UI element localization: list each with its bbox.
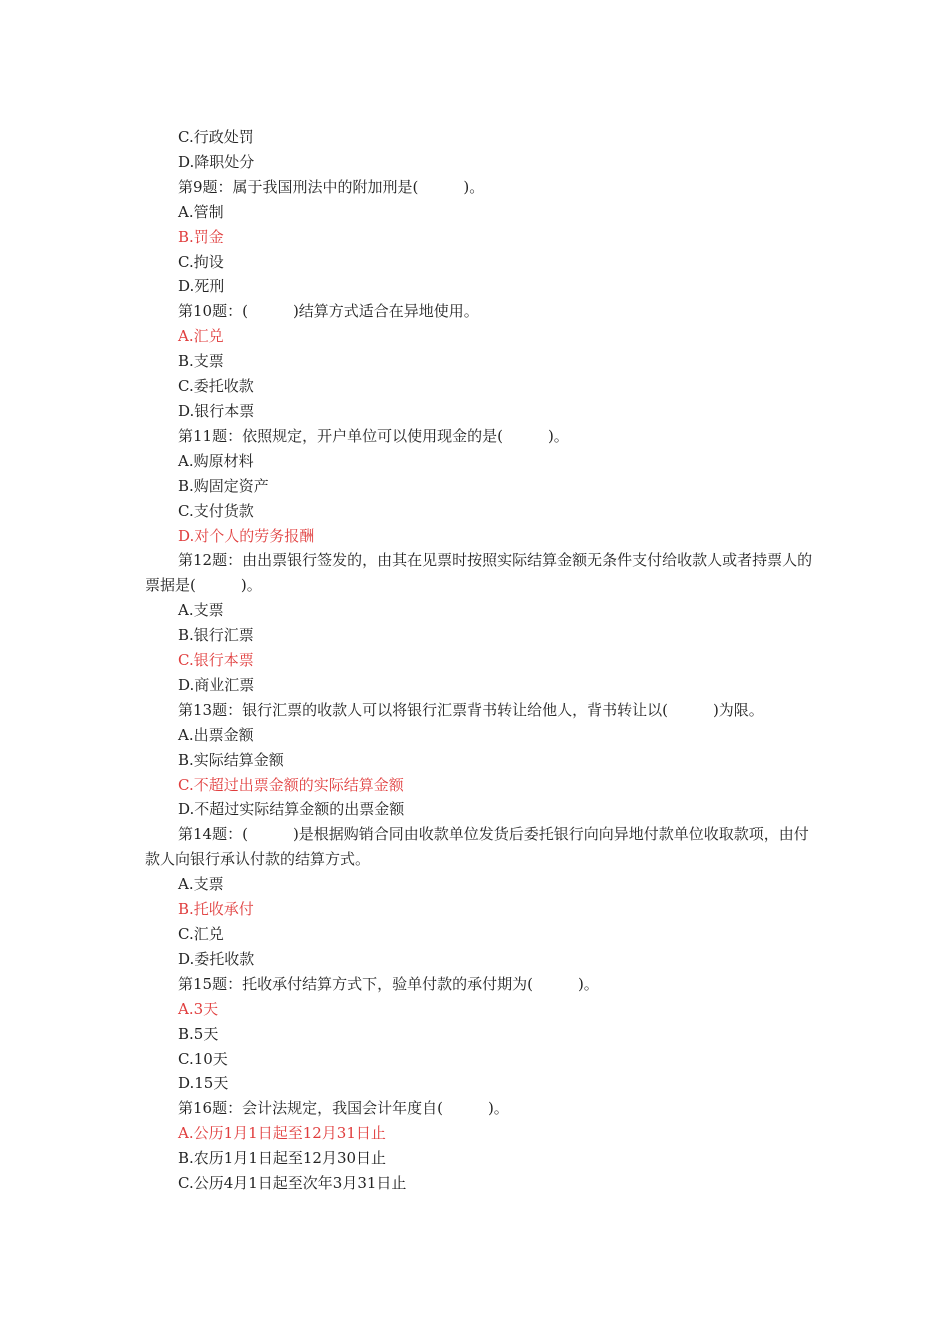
answer-option: D.不超过实际结算金额的出票金额 xyxy=(178,800,405,819)
question-line: 第9题：属于我国刑法中的附加刑是( )。 xyxy=(178,177,485,196)
answer-option: B.5天 xyxy=(178,1024,219,1043)
answer-option: B.购固定资产 xyxy=(178,476,269,495)
question-line: 第12题：由出票银行签发的，由其在见票时按照实际结算金额无条件支付给收款人或者持票人的票据是( )。 xyxy=(145,551,813,595)
correct-answer-option: D.对个人的劳务报酬 xyxy=(178,526,315,545)
answer-option: C.委托收款 xyxy=(178,377,254,396)
answer-option: C.10天 xyxy=(178,1049,228,1068)
answer-option: C.支付货款 xyxy=(178,501,254,520)
answer-option: C.公历4月1日起至次年3月31日止 xyxy=(178,1174,407,1193)
answer-option: C.行政处罚 xyxy=(178,128,254,146)
answer-option: C.汇兑 xyxy=(178,925,224,943)
question-line: 第10题：( )结算方式适合在异地使用。 xyxy=(178,302,479,321)
correct-answer-option: A.汇兑 xyxy=(178,327,224,346)
correct-answer-option: B.托收承付 xyxy=(178,900,254,919)
answer-option: A.支票 xyxy=(178,875,224,894)
document-body xyxy=(145,125,813,1196)
answer-option: B.农历1月1日起至12月30日止 xyxy=(178,1149,387,1168)
correct-answer-option: A.3天 xyxy=(178,999,219,1018)
answer-option: C.拘设 xyxy=(178,252,224,271)
answer-option: D.商业汇票 xyxy=(178,675,255,694)
answer-option: A.支票 xyxy=(178,601,224,620)
answer-option: D.银行本票 xyxy=(178,401,255,420)
correct-answer-option: A.公历1月1日起至12月31日止 xyxy=(178,1124,386,1143)
question-line: 第13题：银行汇票的收款人可以将银行汇票背书转让给他人，背书转让以( )为限。 xyxy=(178,700,764,719)
answer-option: D.降职处分 xyxy=(178,152,255,171)
answer-option: A.管制 xyxy=(178,202,224,221)
correct-answer-option: B.罚金 xyxy=(178,227,224,246)
answer-option: A.购原材料 xyxy=(178,451,254,470)
question-line: 第15题：托收承付结算方式下，验单付款的承付期为( )。 xyxy=(178,974,599,993)
answer-option: B.银行汇票 xyxy=(178,626,254,645)
question-line: 第14题：( )是根据购销合同由收款单位发货后委托银行向向异地付款单位收取款项，由付款人向银行承认付款的结算方式。 xyxy=(145,825,809,869)
answer-option: D.委托收款 xyxy=(178,949,255,968)
question-line: 第11题：依照规定，开户单位可以使用现金的是( )。 xyxy=(178,426,569,445)
correct-answer-option: C.银行本票 xyxy=(178,651,254,670)
correct-answer-option: C.不超过出票金额的实际结算金额 xyxy=(178,775,404,794)
answer-option: B.实际结算金额 xyxy=(178,750,284,769)
answer-option: A.出票金额 xyxy=(178,725,254,744)
answer-option: D.15天 xyxy=(178,1074,229,1093)
answer-option: B.支票 xyxy=(178,352,224,371)
question-line: 第16题：会计法规定，我国会计年度自( )。 xyxy=(178,1099,509,1118)
answer-option: D.死刑 xyxy=(178,277,225,296)
